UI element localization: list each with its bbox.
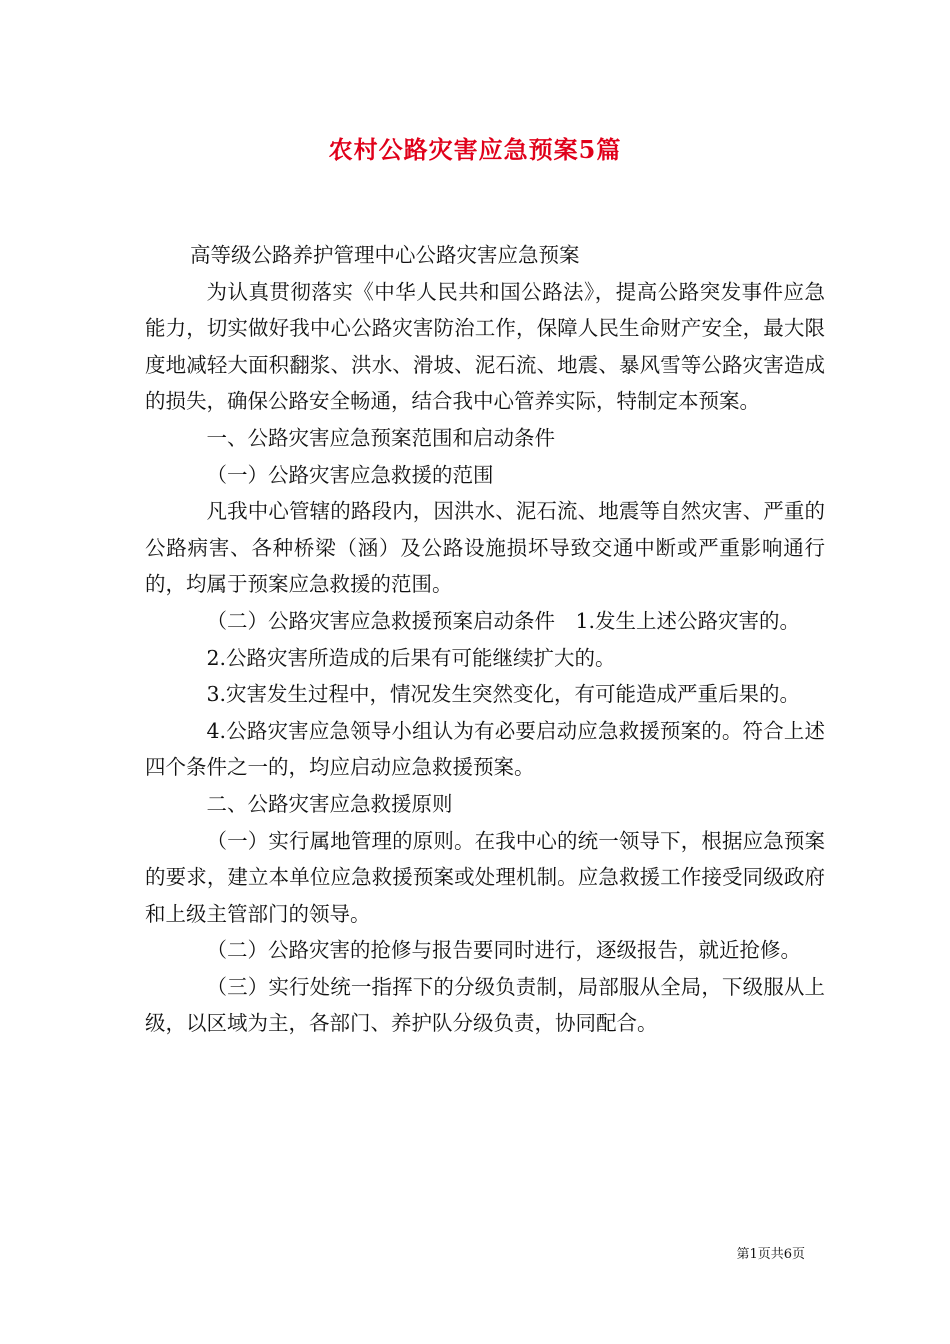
body-paragraph: （三）实行处统一指挥下的分级负责制，局部服从全局，下级服从上级，以区域为主，各部门、养护队分级负责，协同配合。 (145, 974, 825, 1036)
subtitle-paragraph: 高等级公路养护管理中心公路灾害应急预案 (190, 243, 580, 267)
body-paragraph: （一）实行属地管理的原则。在我中心的统一领导下，根据应急预案的要求，建立本单位应急救援预案或处理机制。应急救援工作接受同级政府和上级主管部门的领导。 (145, 828, 825, 926)
body-paragraph: 凡我中心管辖的路段内，因洪水、泥石流、地震等自然灾害、严重的公路病害、各种桥梁（涵）及公路设施损坏导致交通中断或严重影响通行的，均属于预案应急救援的范围。 (145, 499, 825, 597)
intro-paragraph: 为认真贯彻落实《中华人民共和国公路法》，提高公路突发事件应急能力，切实做好我中心公路灾害防治工作，保障人民生命财产安全，最大限度地减轻大面积翻浆、洪水、滑坡、泥石流、地震、暴风雪等公路灾害造成的损失，确保公路安全畅通，结合我中心管养实际，特制定本预案。 (145, 279, 825, 414)
list-item: 2.公路灾害所造成的后果有可能继续扩大的。 (206, 645, 616, 670)
section-heading-2: 二、公路灾害应急救援原则 (206, 791, 453, 816)
section-heading-1: 一、公路灾害应急预案范围和启动条件 (206, 425, 555, 450)
subsection-heading-1-2: （二）公路灾害应急救援预案启动条件 1.发生上述公路灾害的。 (206, 608, 801, 633)
body-paragraph: （二）公路灾害的抢修与报告要同时进行，逐级报告，就近抢修。 (206, 938, 801, 963)
document-body (145, 237, 825, 1042)
subsection-heading-1-1: （一）公路灾害应急救援的范围 (206, 462, 494, 487)
list-item: 3.灾害发生过程中，情况发生突然变化，有可能造成严重后果的。 (206, 682, 801, 707)
list-item: 4.公路灾害应急领导小组认为有必要启动应急救援预案的。符合上述四个条件之一的，均应启动应急救援预案。 (145, 718, 825, 780)
page-indicator: 第1页共6页 (736, 1247, 805, 1262)
document-title: 农村公路灾害应急预案5篇 (328, 135, 622, 164)
